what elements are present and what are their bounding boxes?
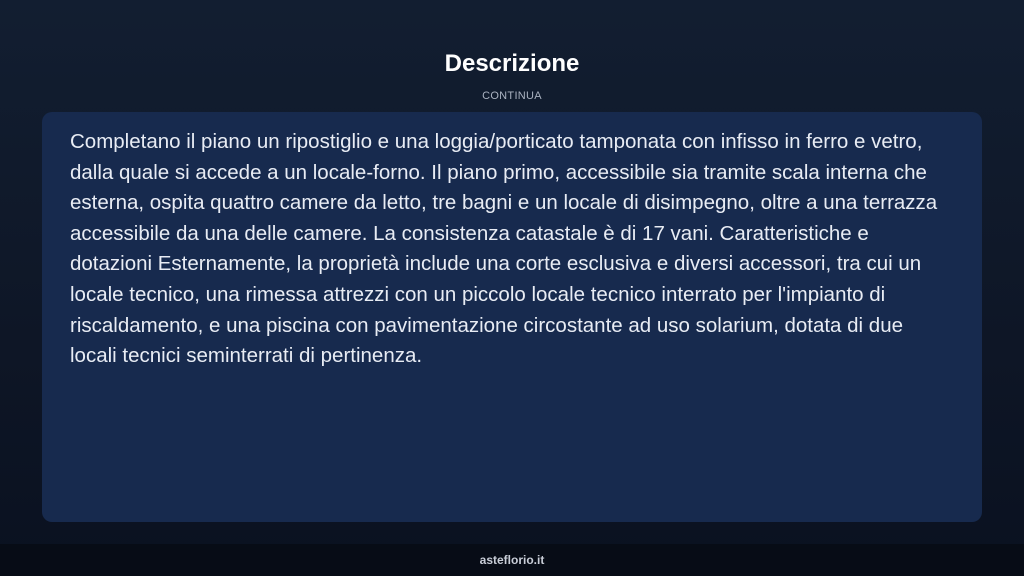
- page-title: Descrizione: [444, 50, 580, 77]
- page-subtitle: CONTINUA: [482, 90, 542, 102]
- footer-bar: [0, 544, 1024, 576]
- footer-site-label: asteflorio.it: [479, 553, 545, 567]
- description-text: Completano il piano un ripostiglio e una loggia/porticato tamponata con infisso in ferro e vetro, dalla quale si accede a un locale-forno. Il piano primo, accessibile sia tramite scala interna che esterna, ospita quattro camere da letto, tre bagni e un locale di disimpegno, oltre a una terrazza accessibile da una delle camere. La consistenza catastale è di 17 vani. Caratteristiche e dotazioni Esternamente, la proprietà include una corte esclusiva e diversi accessori, tra cui un locale tecnico, una rimessa attrezzi con un piccolo locale tecnico interrato per l'impianto di riscaldamento, e una piscina con pavimentazione circostante ad uso solarium, dotata di due locali tecnici seminterrati di pertinenza.: [70, 130, 938, 368]
- description-card: [42, 112, 982, 522]
